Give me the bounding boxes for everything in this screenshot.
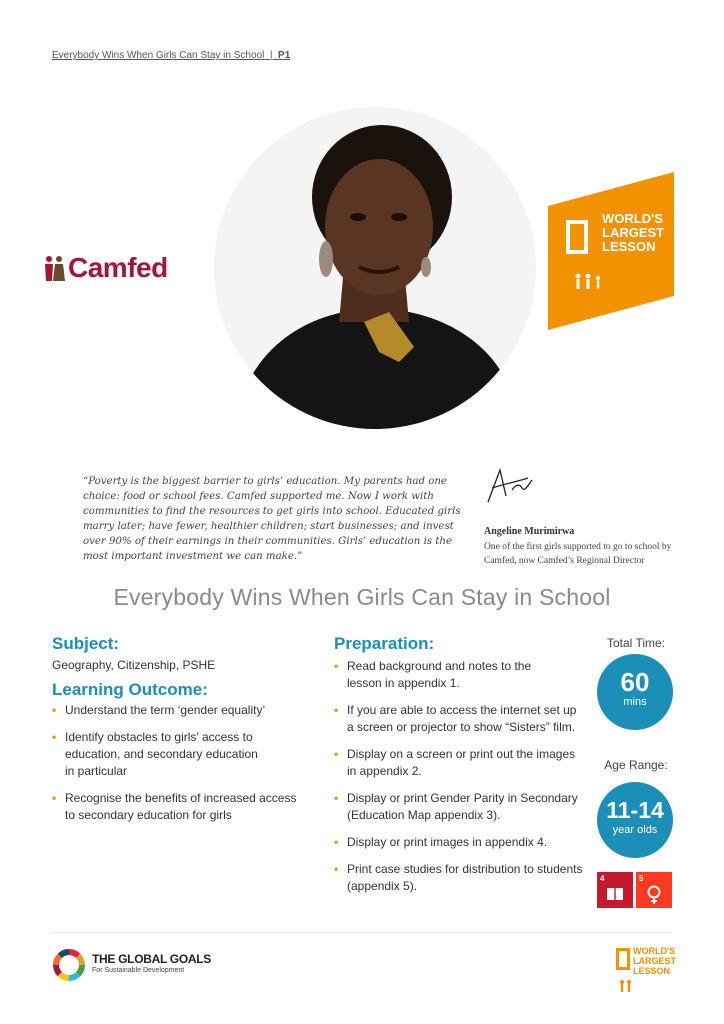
svg-text:4: 4 bbox=[600, 874, 605, 883]
total-time-label: Total Time: bbox=[606, 636, 666, 650]
list-item: • Read background and notes to the lesson in appendix 1. bbox=[334, 659, 532, 690]
global-goals-title: THE GLOBAL GOALS bbox=[92, 952, 211, 966]
header-separator: | bbox=[269, 50, 273, 61]
quote-author-role: One of the first girls supported to go to school by Camfed, now Camfed’s Regional Director bbox=[484, 542, 672, 566]
camfed-logo bbox=[44, 252, 168, 284]
preparation-heading: Preparation: bbox=[334, 634, 435, 653]
total-time-value: 60 bbox=[620, 667, 650, 697]
global-goals-wheel-icon bbox=[52, 948, 86, 982]
header-title: Everybody Wins When Girls Can Stay in School bbox=[52, 50, 265, 61]
age-range-badge bbox=[597, 782, 673, 858]
sdg-quality-education-icon bbox=[597, 872, 633, 908]
list-item: • Print case studies for distribution to students (appendix 5). bbox=[334, 862, 583, 893]
sdg-gender-equality-icon bbox=[636, 872, 672, 908]
svg-text:5: 5 bbox=[639, 874, 644, 883]
subject-text: Geography, Citizenship, PSHE bbox=[52, 658, 216, 672]
camfed-figures-icon bbox=[44, 254, 66, 282]
quote-text: “Poverty is the biggest barrier to girls’ education. My parents had one choice: food or school fees. Camfed supported me. Now I work with communities to find the resources to get girls into school. Educated girls marry later; have fewer, healthier children; start businesses; and invest over 90% of their earnings in their communities. Girls’ education is the most important investment we can make.” bbox=[83, 476, 461, 562]
learning-outcome-heading: Learning Outcome: bbox=[52, 680, 208, 699]
learning-outcome-list bbox=[52, 702, 322, 834]
wll-banner-text bbox=[602, 212, 664, 254]
wll-small-line-1: WORLD'S bbox=[633, 946, 676, 956]
wll-small-line-2: LARGEST bbox=[633, 956, 677, 966]
list-item: • Display or print Gender Parity in Secondary (Education Map appendix 3). bbox=[334, 791, 578, 822]
age-range-unit: year olds bbox=[612, 824, 658, 836]
total-time-unit: mins bbox=[623, 696, 647, 708]
list-item: • Identify obstacles to girls’ access to education, and secondary education in particular bbox=[52, 730, 258, 778]
subject-heading: Subject: bbox=[52, 634, 120, 653]
list-item: • Recognise the benefits of increased access to secondary education for girls bbox=[52, 791, 297, 822]
quote-author: Angeline Murimirwa bbox=[484, 526, 575, 537]
portrait-illustration bbox=[214, 107, 536, 429]
camfed-wordmark: Camfed bbox=[68, 252, 168, 283]
total-time-badge bbox=[597, 654, 673, 730]
header-page: P1 bbox=[278, 50, 291, 61]
age-range-value: 11-14 bbox=[606, 797, 664, 823]
page-header bbox=[52, 50, 290, 61]
lesson-title: Everybody Wins When Girls Can Stay in School bbox=[113, 584, 611, 610]
wll-small-text bbox=[633, 946, 676, 976]
portrait-photo bbox=[214, 107, 536, 429]
global-goals-subtitle: For Sustainable Development bbox=[92, 967, 185, 974]
footer-divider bbox=[52, 932, 672, 933]
signature-image bbox=[482, 466, 542, 506]
preparation-list bbox=[334, 658, 596, 905]
age-range-label: Age Range: bbox=[604, 758, 668, 772]
wll-line-1: WORLD'S bbox=[602, 211, 663, 226]
list-item: • Display on a screen or print out the images in appendix 2. bbox=[334, 747, 576, 778]
list-item: • If you are able to access the internet set up a screen or projector to show “Sisters” film. bbox=[334, 703, 577, 734]
list-item: • Display or print images in appendix 4. bbox=[334, 835, 548, 849]
wll-small-line-3: LESSON bbox=[633, 966, 671, 976]
wll-line-3: LESSON bbox=[602, 239, 656, 254]
wll-line-2: LARGEST bbox=[602, 225, 665, 240]
list-item: • Understand the term ‘gender equality’ bbox=[52, 703, 266, 717]
